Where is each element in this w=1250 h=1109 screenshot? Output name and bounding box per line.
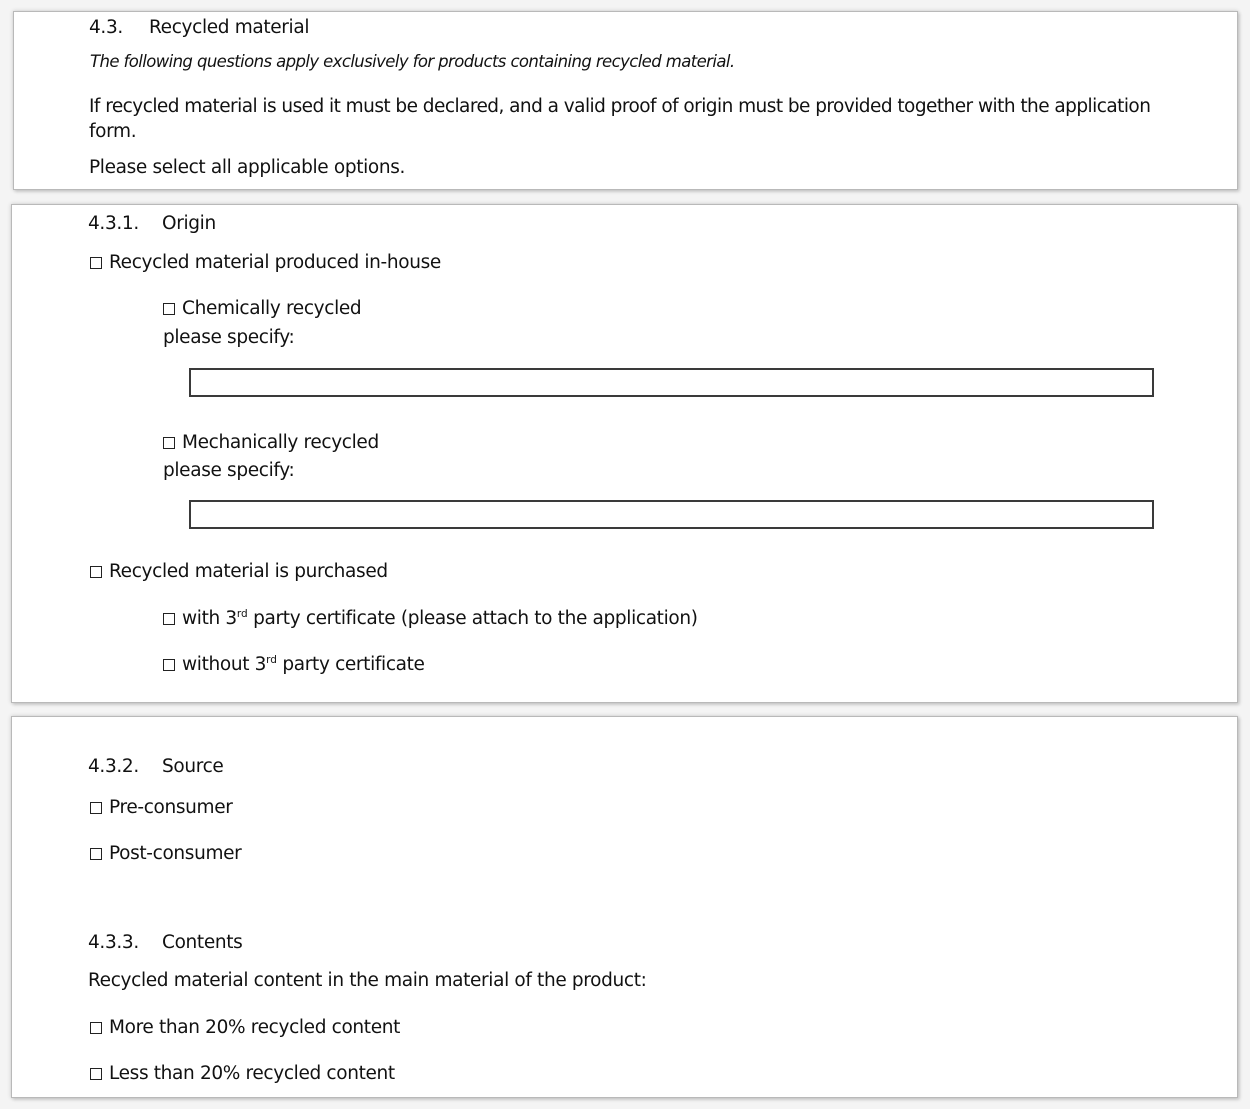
option-label: More than 20% recycled content — [109, 1017, 401, 1038]
option-label-prefix: with 3 — [182, 608, 237, 629]
checkbox-option-without-certificate[interactable] — [163, 653, 425, 677]
checkbox-icon[interactable] — [90, 848, 102, 860]
mechanically-specify-input[interactable] — [189, 500, 1154, 529]
chemically-specify-input[interactable] — [189, 368, 1154, 397]
origin-heading — [88, 212, 216, 236]
option-label: Post-consumer — [109, 843, 242, 864]
option-label: Pre-consumer — [109, 797, 233, 818]
option-label: Chemically recycled — [182, 298, 362, 319]
checkbox-icon[interactable] — [163, 613, 175, 625]
checkbox-icon[interactable] — [90, 1022, 102, 1034]
checkbox-option-pre-consumer[interactable] — [90, 796, 232, 820]
checkbox-option-less-than-20[interactable] — [90, 1062, 395, 1086]
contents-heading — [88, 931, 242, 955]
source-contents-panel — [11, 716, 1238, 1098]
source-title: Source — [162, 756, 224, 777]
select-all-instruction: Please select all applicable options. — [89, 157, 406, 178]
checkbox-icon[interactable] — [163, 437, 175, 449]
checkbox-option-post-consumer[interactable] — [90, 842, 241, 866]
checkbox-icon[interactable] — [90, 257, 102, 269]
instruction-line-2: form. — [89, 121, 137, 142]
section-title: Recycled material — [149, 17, 310, 38]
checkbox-option-purchased[interactable] — [90, 560, 388, 584]
checkbox-icon[interactable] — [90, 566, 102, 578]
option-label: Less than 20% recycled content — [109, 1063, 395, 1084]
origin-panel — [11, 204, 1238, 703]
checkbox-icon[interactable] — [90, 802, 102, 814]
checkbox-option-in-house[interactable] — [90, 251, 441, 275]
source-heading — [88, 755, 223, 779]
section-note: The following questions apply exclusively for products containing recycled material. — [90, 52, 735, 71]
chemically-specify-label: please specify: — [163, 327, 295, 348]
source-number: 4.3.2. — [88, 756, 139, 777]
contents-title: Contents — [162, 932, 243, 953]
origin-title: Origin — [162, 213, 216, 234]
option-label: Recycled material is purchased — [109, 561, 388, 582]
option-label: Recycled material produced in-house — [109, 252, 441, 273]
checkbox-option-chemically-recycled[interactable] — [163, 297, 361, 321]
origin-number: 4.3.1. — [88, 213, 139, 234]
checkbox-option-with-certificate[interactable] — [163, 607, 698, 631]
checkbox-option-more-than-20[interactable] — [90, 1016, 400, 1040]
checkbox-icon[interactable] — [163, 659, 175, 671]
checkbox-option-mechanically-recycled[interactable] — [163, 431, 379, 455]
option-label-prefix: without 3 — [182, 654, 267, 675]
ordinal-suffix: rd — [236, 608, 248, 620]
checkbox-icon[interactable] — [90, 1068, 102, 1080]
section-heading — [89, 16, 309, 40]
mechanically-specify-label: please specify: — [163, 460, 295, 481]
contents-question: Recycled material content in the main material of the product: — [88, 970, 647, 991]
checkbox-icon[interactable] — [163, 303, 175, 315]
ordinal-suffix: rd — [266, 654, 277, 666]
option-label-suffix: party certificate (please attach to the application) — [247, 608, 698, 629]
contents-number: 4.3.3. — [88, 932, 139, 953]
option-label-suffix: party certificate — [276, 654, 425, 675]
option-label: Mechanically recycled — [182, 432, 379, 453]
section-number: 4.3. — [89, 17, 123, 38]
instruction-line-1: If recycled material is used it must be declared, and a valid proof of origin must be provided together with the application — [89, 96, 1151, 117]
section-intro-panel — [13, 11, 1238, 190]
